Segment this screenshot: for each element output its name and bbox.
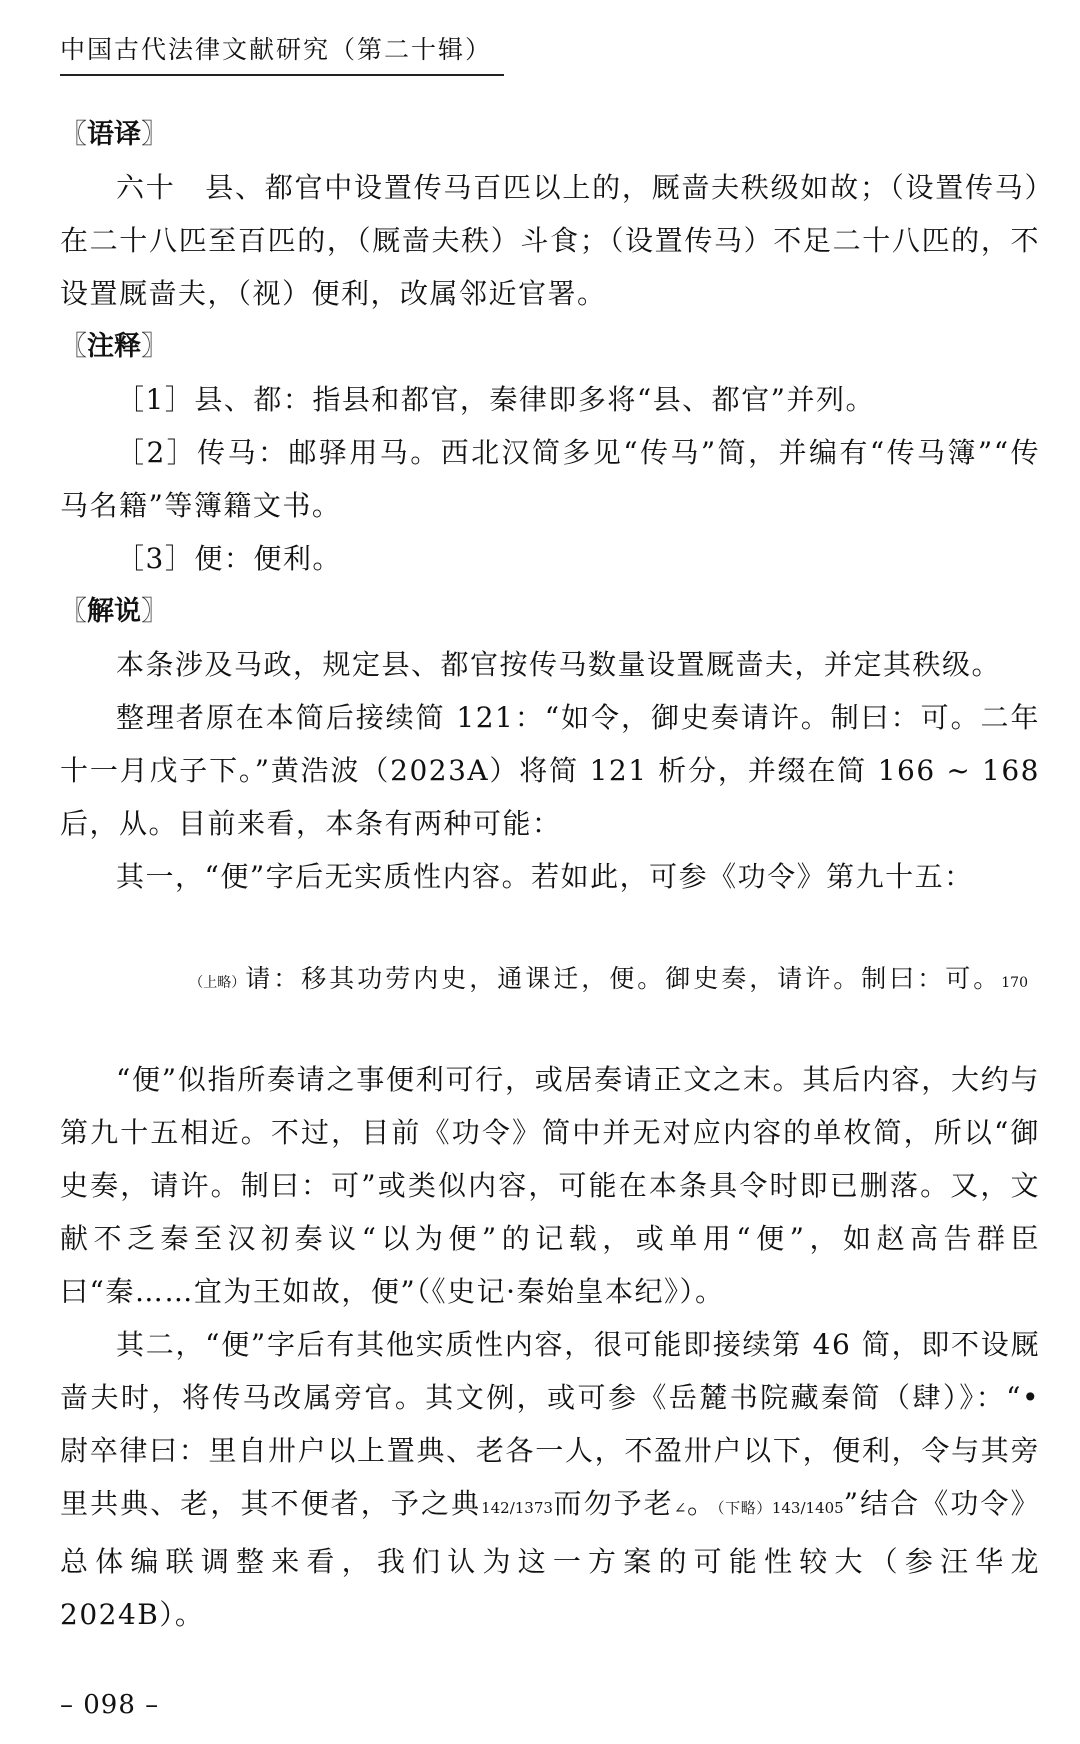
heading-text: 注释	[87, 331, 141, 362]
section-heading-notes	[60, 320, 1040, 373]
quote-slip-number: 170	[1001, 975, 1028, 991]
heading-text: 语译	[87, 119, 141, 150]
slip-number-1: 142/1373	[481, 1499, 553, 1517]
heading-bracket-right: 〗	[141, 596, 168, 627]
explanation-paragraph-4: “便”似指所奏请之事便利可行，或居奏请正文之末。其后内容，大约与第九十五相近。不过，目前《功令》简中并无对应内容的单枚简，所以“御史奏，请许。制曰：可”或类似内容，可能在本条具令时即已删落。又，文献不乏秦至汉初奏议“以为便”的记载，或单用“便”，如赵高告群臣曰“秦……宜为王如故，便”（《史记·秦始皇本纪》）。	[60, 1063, 1040, 1308]
running-header: 中国古代法律文献研究（第二十辑）	[60, 30, 504, 76]
explanation-paragraph-3: 其一，“便”字后无实质性内容。若如此，可参《功令》第九十五：	[116, 860, 974, 893]
p5-part-b: 而勿予老	[552, 1487, 674, 1520]
note-item-3: ［3］便：便利。	[116, 542, 342, 575]
slip-number-2: （下略）143/1405	[717, 1499, 844, 1517]
p5-part-c: 。	[686, 1487, 718, 1520]
page-number: – 098 –	[60, 1690, 160, 1720]
heading-bracket-left: 〖	[60, 596, 87, 627]
heading-bracket-right: 〗	[141, 119, 168, 150]
quote-omission-note: （上略）	[189, 975, 246, 991]
explanation-paragraph-2: 整理者原在本简后接续简 121：“如令，御史奏请许。制曰：可。二年十一月戊子下。”黄浩波（2023A）将简 121 析分，并缀在简 166 ~ 168 后，从。目前来看，本条有两种可能：	[60, 701, 1040, 840]
page-body	[60, 108, 1040, 1641]
heading-bracket-left: 〖	[60, 331, 87, 362]
heading-text: 解说	[87, 596, 141, 627]
quote-main-text: 请：移其功劳内史，通课迁，便。御史奏，请许。制曰：可。	[245, 964, 1002, 993]
note-item-1: ［1］县、都：指县和都官，秦律即多将“县、都官”并列。	[116, 383, 875, 416]
explanation-paragraph-1: 本条涉及马政，规定县、都官按传马数量设置厩啬夫，并定其秩级。	[116, 648, 1002, 681]
translation-paragraph: 六十 县、都官中设置传马百匹以上的，厩啬夫秩级如故；（设置传马）在二十八匹至百匹的，（厩啬夫秩）斗食；（设置传马）不足二十八匹的，不设置厩啬夫，（视）便利，改属邻近官署。	[60, 171, 1040, 310]
heading-bracket-right: 〗	[141, 331, 168, 362]
heading-bracket-left: 〖	[60, 119, 87, 150]
p5-part-d: ”结合《功令》总体编联调整来看，我们认为这一方案的可能性较大（参汪华龙 2024B）。	[60, 1487, 1040, 1631]
section-heading-explanation	[60, 585, 1040, 638]
p5-part-a: 其二，“便”字后有其他实质性内容，很可能即接续第 46 简，即不设厩啬夫时，将传马改属旁官。其文例，或可参《岳麓书院藏秦简（肆）》：“• 尉卒律曰：里自卅户以上置典、老各一人，不盈卅户以下，便利，令与其旁里共典、老，其不便者，予之典	[60, 1328, 1040, 1520]
section-heading-translation	[60, 108, 1040, 161]
check-mark: ∠	[673, 1499, 687, 1517]
quoted-slip-text	[60, 959, 1040, 1003]
note-item-2: ［2］传马：邮驿用马。西北汉简多见“传马”简，并编有“传马簿”“传马名籍”等簿籍文书。	[60, 436, 1040, 522]
explanation-paragraph-5	[60, 1318, 1040, 1641]
